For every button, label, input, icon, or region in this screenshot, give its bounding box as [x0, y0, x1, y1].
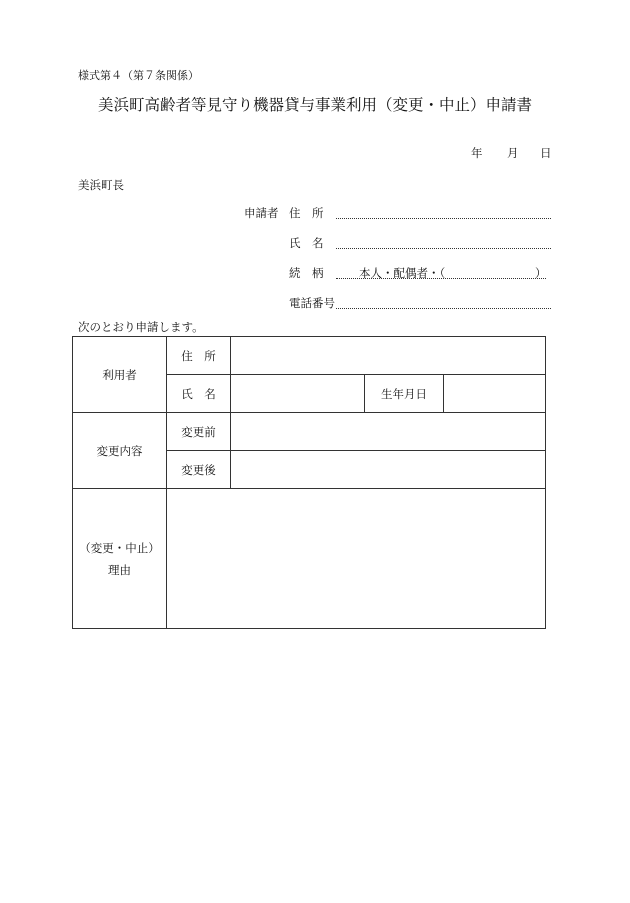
user-name-label: 氏 名 [167, 375, 231, 413]
user-address-cell[interactable] [231, 337, 546, 375]
before-cell[interactable] [231, 413, 546, 451]
before-label: 変更前 [167, 413, 231, 451]
reason-label-line-1: （変更・中止） [79, 540, 160, 555]
applicant-address-field[interactable] [336, 218, 551, 219]
after-cell[interactable] [231, 451, 546, 489]
document-title: 美浜町高齢者等見守り機器貸与事業利用（変更・中止）申請書 [97, 96, 532, 114]
intro-text: 次のとおり申請します。 [78, 320, 204, 334]
applicant-phone-label: 電話番号 [289, 296, 335, 310]
date-day-label: 日 [540, 146, 552, 160]
reason-label [73, 489, 167, 629]
addressee: 美浜町長 [78, 178, 124, 192]
applicant-phone-field[interactable] [336, 308, 551, 309]
applicant-heading: 申請者 [244, 206, 279, 220]
birthdate-label: 生年月日 [365, 375, 444, 413]
form-number: 様式第４（第７条関係） [78, 69, 199, 82]
application-table [72, 336, 546, 629]
user-label: 利用者 [73, 337, 167, 413]
change-label: 変更内容 [73, 413, 167, 489]
applicant-name-label: 氏 名 [289, 236, 324, 250]
reason-label-line-2: 理由 [108, 562, 131, 577]
birthdate-cell[interactable] [444, 375, 546, 413]
applicant-address-label: 住 所 [289, 206, 324, 220]
applicant-relation-label: 続 柄 [289, 266, 324, 280]
applicant-relation-field[interactable] [336, 278, 546, 279]
relation-options: 本人・配偶者・（ [359, 266, 446, 280]
user-address-label: 住 所 [167, 337, 231, 375]
user-name-cell[interactable] [231, 375, 365, 413]
date-year-label: 年 [471, 146, 483, 160]
relation-close-paren: ） [535, 266, 547, 280]
date-month-label: 月 [507, 146, 519, 160]
after-label: 変更後 [167, 451, 231, 489]
reason-cell[interactable] [167, 489, 546, 629]
applicant-name-field[interactable] [336, 248, 551, 249]
